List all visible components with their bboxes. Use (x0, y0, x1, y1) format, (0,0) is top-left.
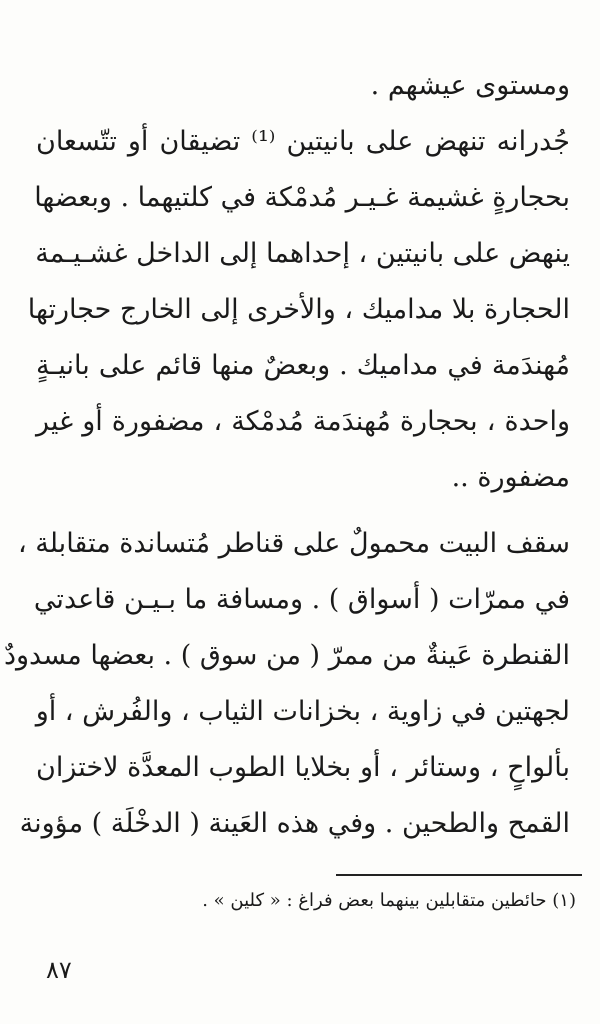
text-line: سقف البيت محمولٌ على قناطر مُتساندة متقابلة ، (17, 528, 570, 559)
text-line: القمح والطحين . وفي هذه العَينة ( الدخْلَة ) مؤونة (19, 808, 570, 839)
text-line: ينهض على بانيتين ، إحداهما إلى الداخل غشـيـمة (35, 238, 570, 269)
text-line: مُهندَمة في مداميك . وبعضٌ منها قائم على بانيـةٍ (36, 350, 570, 381)
text-line: بألواحٍ ، وستائر ، أو بخلايا الطوب المعدَّة لاختزان (36, 752, 570, 783)
footnote: (١) حائطين متقابلين بينهما بعض فراغ : « كلين » . (202, 890, 576, 911)
footnote-divider (336, 874, 582, 876)
text-line: لجهتين في زاوية ، بخزانات الثياب ، والفُرش ، أو (35, 696, 570, 727)
text-line: القنطرة عَينةٌ من ممرّ ( من سوق ) . بعضها مسدودٌ (3, 640, 570, 671)
text-line: جُدرانه تنهض على بانيتين ⁽¹⁾ تضيقان أو تتّسعان (36, 126, 570, 157)
text-line: في ممرّات ( أسواق ) . ومسافة ما بـيـن قاعدتي (33, 584, 570, 615)
text-line: ومستوى عيشهم . (370, 70, 570, 101)
page-number: ٨٧ (46, 956, 72, 984)
paragraph-1 (36, 58, 570, 114)
text-line: بحجارةٍ غشيمة غـيـر مُدمْكة في كلتيهما . وبعضها (34, 182, 570, 213)
paragraph-3 (3, 516, 570, 852)
text-line: مضفورة .. (451, 462, 570, 493)
paragraph-2 (27, 114, 570, 506)
text-line: واحدة ، بحجارة مُهندَمة مُدمْكة ، مضفورة أو غير (36, 406, 570, 437)
text-line: الحجارة بلا مداميك ، والأخرى إلى الخارج حجارتها (27, 294, 570, 325)
